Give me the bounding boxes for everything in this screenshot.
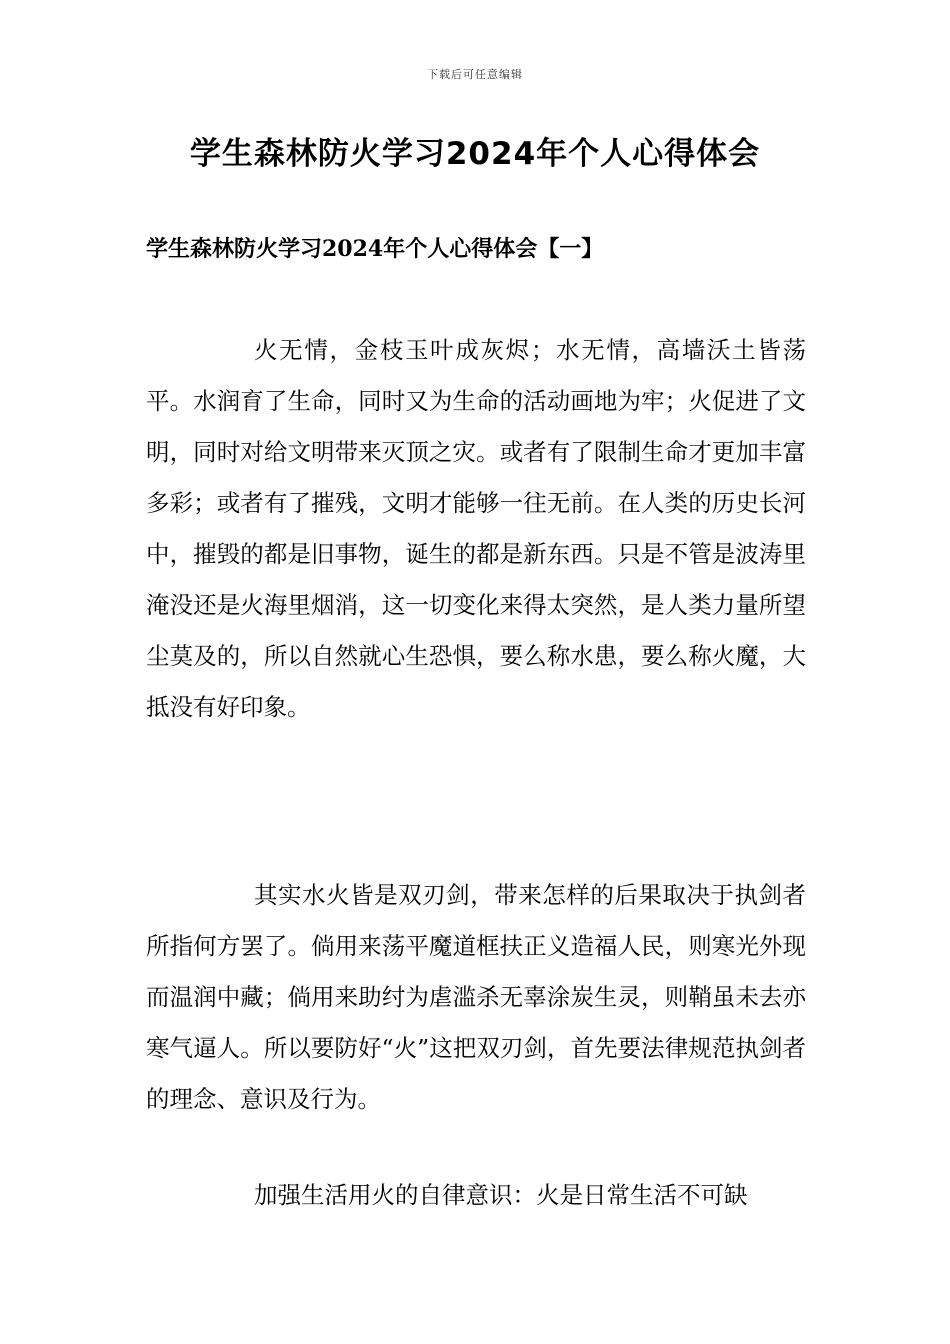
paragraph-2: 其实水火皆是双刃剑，带来怎样的后果取决于执剑者所指何方罢了。倘用来荡平魔道框扶正义造福人民，则寒光外现而温润中藏；倘用来助纣为虐滥杀无辜涂炭生灵，则鞘虽未去亦寒气逼人。所以要防好“火”这把双刃剑，首先要法律规范执剑者的理念、意识及行为。 bbox=[146, 881, 806, 1113]
document-title: 学生森林防火学习2024年个人心得体会 bbox=[189, 136, 761, 172]
header-note: 下载后可任意编辑 bbox=[427, 68, 523, 81]
paragraph-1: 火无情，金枝玉叶成灰烬；水无情，高墙沃土皆荡平。水润育了生命，同时又为生命的活动画地为牢；火促进了文明，同时对给文明带来灭顶之灾。或者有了限制生命才更加丰富多彩；或者有了摧残，文明才能够一往无前。在人类的历史长河中，摧毁的都是旧事物，诞生的都是新东西。只是不管是波涛里淹没还是火海里烟消，这一切变化来得太突然，是人类力量所望尘莫及的，所以自然就心生恐惧，要么称水患，要么称火魔，大抵没有好印象。 bbox=[146, 336, 806, 721]
section-heading: 学生森林防火学习2024年个人心得体会【一】 bbox=[146, 236, 604, 262]
paragraph-3: 加强生活用火的自律意识：火是日常生活不可缺 bbox=[254, 1181, 748, 1209]
